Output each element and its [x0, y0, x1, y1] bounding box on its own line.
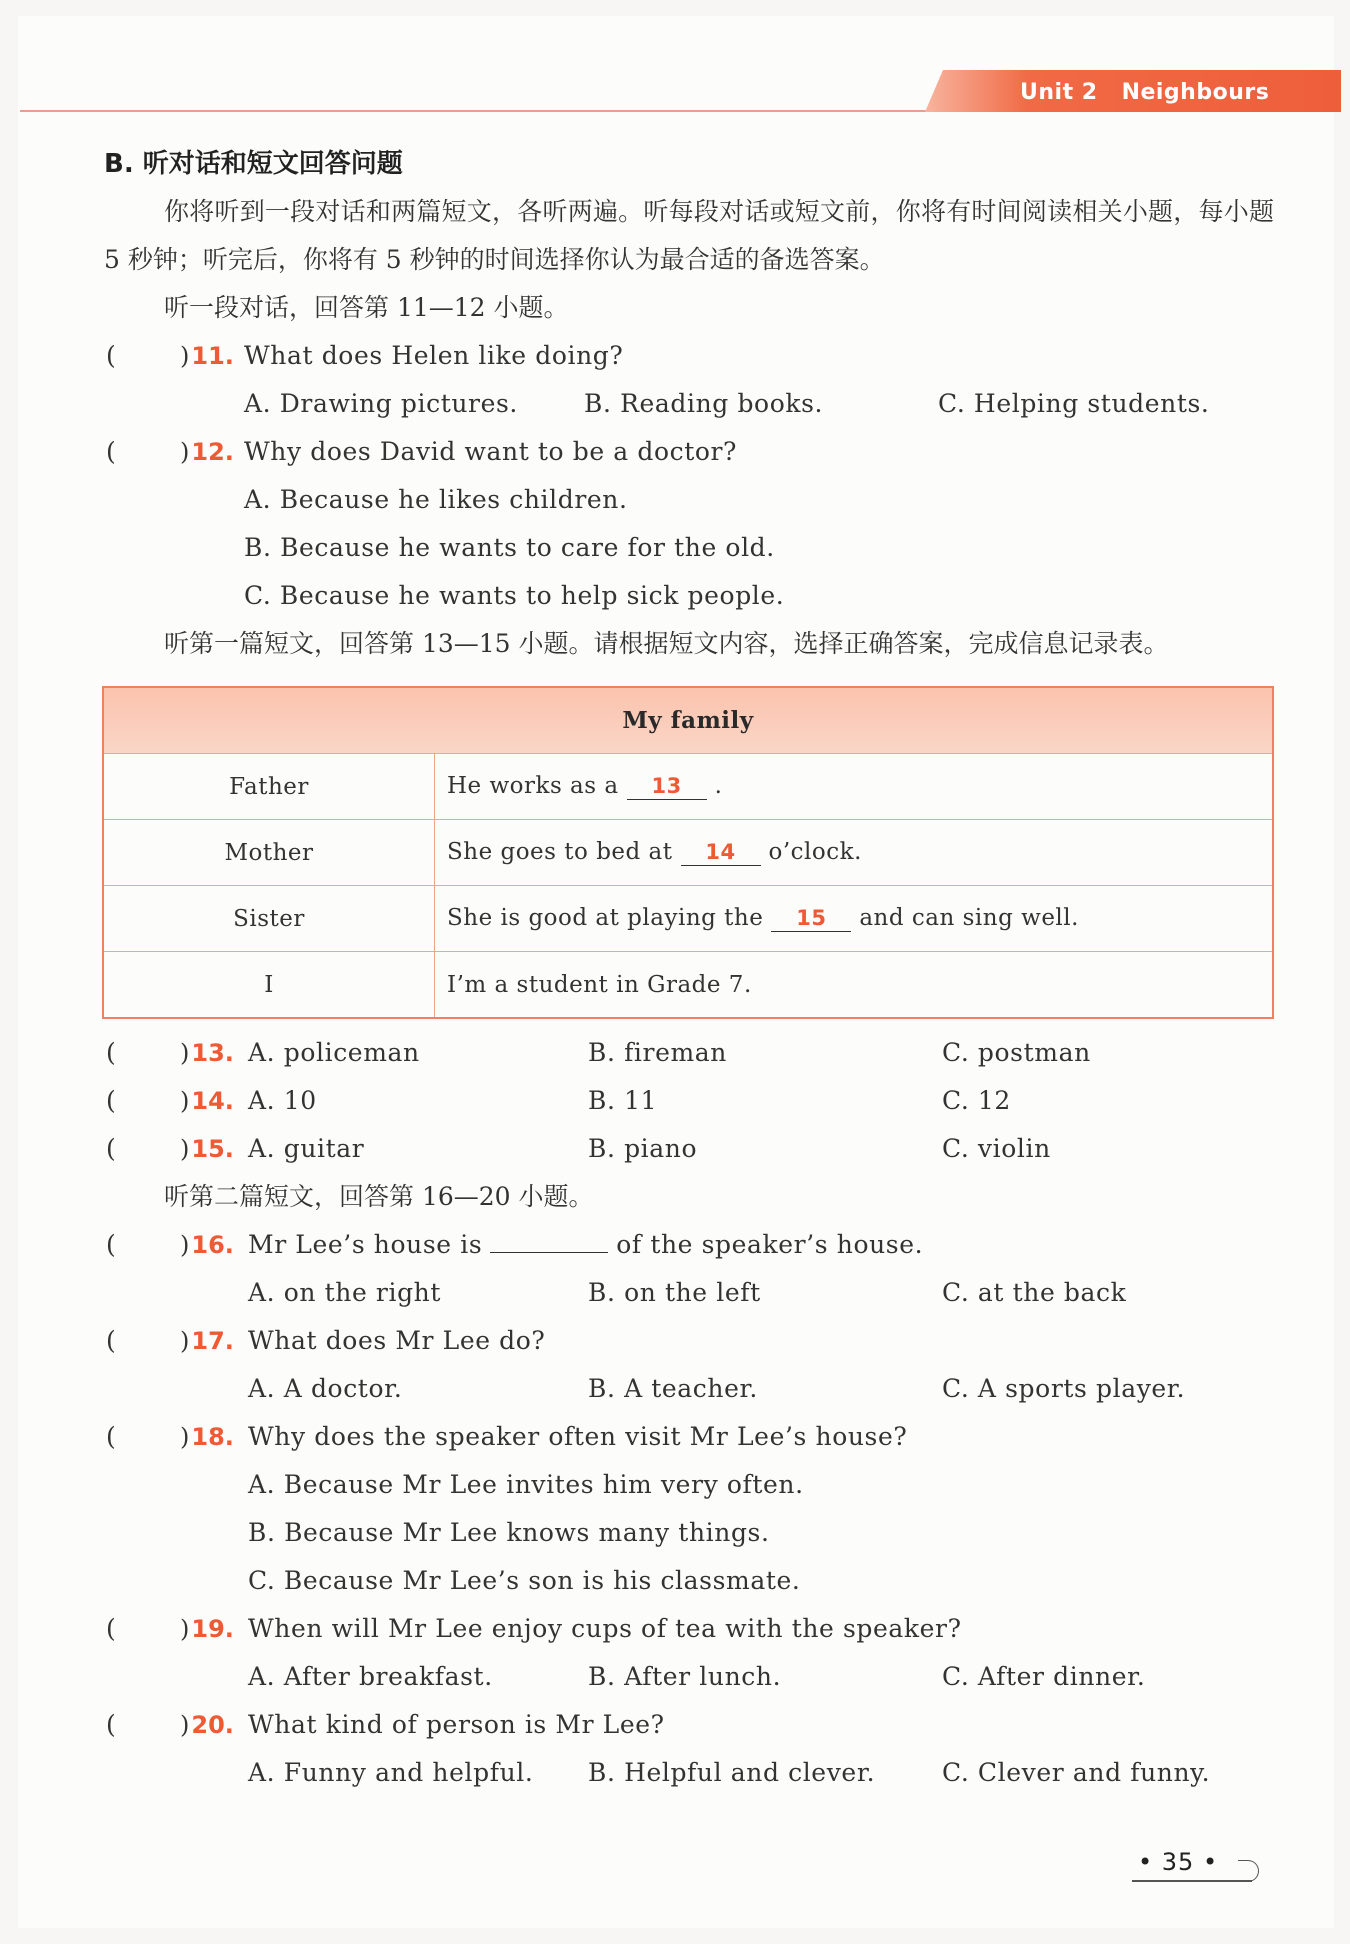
answer-paren[interactable]: ( [106, 437, 116, 466]
options-12-a [104, 476, 1274, 524]
option-b[interactable]: B. on the left [588, 1278, 761, 1307]
question-17 [104, 1317, 1274, 1365]
answer-paren[interactable]: ( [106, 1134, 116, 1163]
question-19 [104, 1605, 1274, 1653]
option-a[interactable]: A. After breakfast. [248, 1662, 493, 1691]
answer-paren[interactable]: ( [106, 1422, 116, 1451]
table-row [103, 820, 1273, 886]
question-stem: What kind of person is Mr Lee? [248, 1710, 665, 1739]
option-a[interactable]: A. Because Mr Lee invites him very often. [248, 1470, 804, 1499]
answer-paren[interactable]: ( [106, 1086, 116, 1115]
dialogue-instructions: 听一段对话，回答第 11—12 小题。 [164, 293, 569, 322]
row-label: Father [103, 754, 435, 820]
blank-16[interactable] [490, 1222, 608, 1253]
table-row [103, 952, 1273, 1019]
passage1-instructions: 听第一篇短文，回答第 13—15 小题。请根据短文内容，选择正确答案，完成信息记录表。 [164, 629, 1169, 658]
option-b[interactable]: B. Helpful and clever. [588, 1758, 876, 1787]
options-12-c [104, 572, 1274, 620]
question-stem: When will Mr Lee enjoy cups of tea with the speaker? [248, 1614, 962, 1643]
question-stem: Why does David want to be a doctor? [244, 437, 738, 466]
option-c[interactable]: C. Because he wants to help sick people. [244, 581, 785, 610]
question-number: ) 13. [180, 1029, 234, 1077]
answer-paren[interactable]: ( [106, 1230, 116, 1259]
question-stem: What does Helen like doing? [244, 341, 624, 370]
question-number: ) 18. [180, 1413, 234, 1461]
option-c[interactable]: C. Because Mr Lee’s son is his classmate. [248, 1566, 801, 1595]
question-number: ) 11. [180, 332, 234, 380]
question-number: ) 16. [180, 1221, 234, 1269]
family-info-table [102, 686, 1274, 1019]
page-corner-curl-icon [1238, 1860, 1259, 1882]
question-number: ) 14. [180, 1077, 234, 1125]
answer-paren[interactable]: ( [106, 1710, 116, 1739]
question-13 [104, 1029, 1274, 1077]
row-label: Sister [103, 886, 435, 952]
row-text [435, 886, 1274, 952]
row-text [435, 820, 1274, 886]
option-a[interactable]: A. Drawing pictures. [244, 389, 518, 418]
option-c[interactable]: C. postman [942, 1038, 1091, 1067]
row-text-post: and can sing well. [859, 905, 1079, 931]
option-c[interactable]: C. violin [942, 1134, 1051, 1163]
question-18 [104, 1413, 1274, 1461]
unit-title: Neighbours [1121, 80, 1270, 105]
row-text [435, 754, 1274, 820]
option-b[interactable]: B. Because he wants to care for the old. [244, 533, 775, 562]
table-row [103, 886, 1273, 952]
row-text-pre: She goes to bed at [447, 839, 673, 865]
question-12 [104, 428, 1274, 476]
option-c[interactable]: C. After dinner. [942, 1662, 1146, 1691]
page-number-underline [1132, 1880, 1252, 1882]
section-title: B. 听对话和短文回答问题 [104, 149, 403, 179]
answer-paren[interactable]: ( [106, 341, 116, 370]
row-label: I [103, 952, 435, 1019]
question-15 [104, 1125, 1274, 1173]
stem-pre: Mr Lee’s house is [248, 1230, 483, 1259]
options-11 [104, 380, 1274, 428]
row-text: I’m a student in Grade 7. [435, 952, 1274, 1019]
exercise-content [104, 140, 1274, 1797]
instructions: 你将听到一段对话和两篇短文，各听两遍。听每段对话或短文前，你将有时间阅读相关小题，每小题 5 秒钟；听完后，你将有 5 秒钟的时间选择你认为最合适的备选答案。 [104, 197, 1274, 274]
table-row [103, 754, 1273, 820]
option-b[interactable]: B. Reading books. [584, 389, 824, 418]
question-stem: What does Mr Lee do? [248, 1326, 546, 1355]
option-a[interactable]: A. policeman [248, 1038, 420, 1067]
blank-13[interactable]: 13 [627, 773, 707, 800]
option-c[interactable]: C. at the back [942, 1278, 1127, 1307]
row-text-pre: He works as a [447, 773, 619, 799]
options-19 [104, 1653, 1274, 1701]
options-17 [104, 1365, 1274, 1413]
option-b[interactable]: B. A teacher. [588, 1374, 758, 1403]
option-b[interactable]: B. fireman [588, 1038, 727, 1067]
options-20 [104, 1749, 1274, 1797]
option-c[interactable]: C. Clever and funny. [942, 1758, 1211, 1787]
option-c[interactable]: C. 12 [942, 1086, 1011, 1115]
row-text-post: o’clock. [768, 839, 862, 865]
options-16 [104, 1269, 1274, 1317]
option-b[interactable]: B. piano [588, 1134, 698, 1163]
unit-label: Unit 2 [1020, 80, 1098, 105]
blank-15[interactable]: 15 [771, 905, 851, 932]
option-a[interactable]: A. Funny and helpful. [248, 1758, 534, 1787]
row-text-post: . [714, 773, 723, 799]
row-text-pre: She is good at playing the [447, 905, 764, 931]
question-14 [104, 1077, 1274, 1125]
question-number: ) 12. [180, 428, 234, 476]
question-number: ) 15. [180, 1125, 234, 1173]
option-b[interactable]: B. 11 [588, 1086, 658, 1115]
option-c[interactable]: C. A sports player. [942, 1374, 1186, 1403]
options-18-b [104, 1509, 1274, 1557]
options-18-c [104, 1557, 1274, 1605]
question-stem [248, 1221, 923, 1269]
answer-paren[interactable]: ( [106, 1038, 116, 1067]
passage2-instructions: 听第二篇短文，回答第 16—20 小题。 [164, 1182, 594, 1211]
option-a[interactable]: A. Because he likes children. [244, 485, 628, 514]
option-c[interactable]: C. Helping students. [938, 389, 1210, 418]
row-label: Mother [103, 820, 435, 886]
table-title: My family [103, 687, 1273, 754]
question-number: ) 17. [180, 1317, 234, 1365]
question-stem: Why does the speaker often visit Mr Lee’s house? [248, 1422, 908, 1451]
answer-paren[interactable]: ( [106, 1326, 116, 1355]
question-number: ) 20. [180, 1701, 234, 1749]
question-number: ) 19. [180, 1605, 234, 1653]
question-16 [104, 1221, 1274, 1269]
question-20 [104, 1701, 1274, 1749]
option-b[interactable]: B. Because Mr Lee knows many things. [248, 1518, 770, 1547]
page-number: • 35 • [1138, 1848, 1219, 1876]
option-b[interactable]: B. After lunch. [588, 1662, 782, 1691]
blank-14[interactable]: 14 [681, 839, 761, 866]
option-a[interactable]: A. guitar [248, 1134, 365, 1163]
stem-post: of the speaker’s house. [616, 1230, 924, 1259]
unit-header [1020, 76, 1269, 110]
option-a[interactable]: A. 10 [248, 1086, 317, 1115]
options-18-a [104, 1461, 1274, 1509]
option-a[interactable]: A. A doctor. [248, 1374, 403, 1403]
answer-paren[interactable]: ( [106, 1614, 116, 1643]
option-a[interactable]: A. on the right [248, 1278, 442, 1307]
question-11 [104, 332, 1274, 380]
options-12-b [104, 524, 1274, 572]
